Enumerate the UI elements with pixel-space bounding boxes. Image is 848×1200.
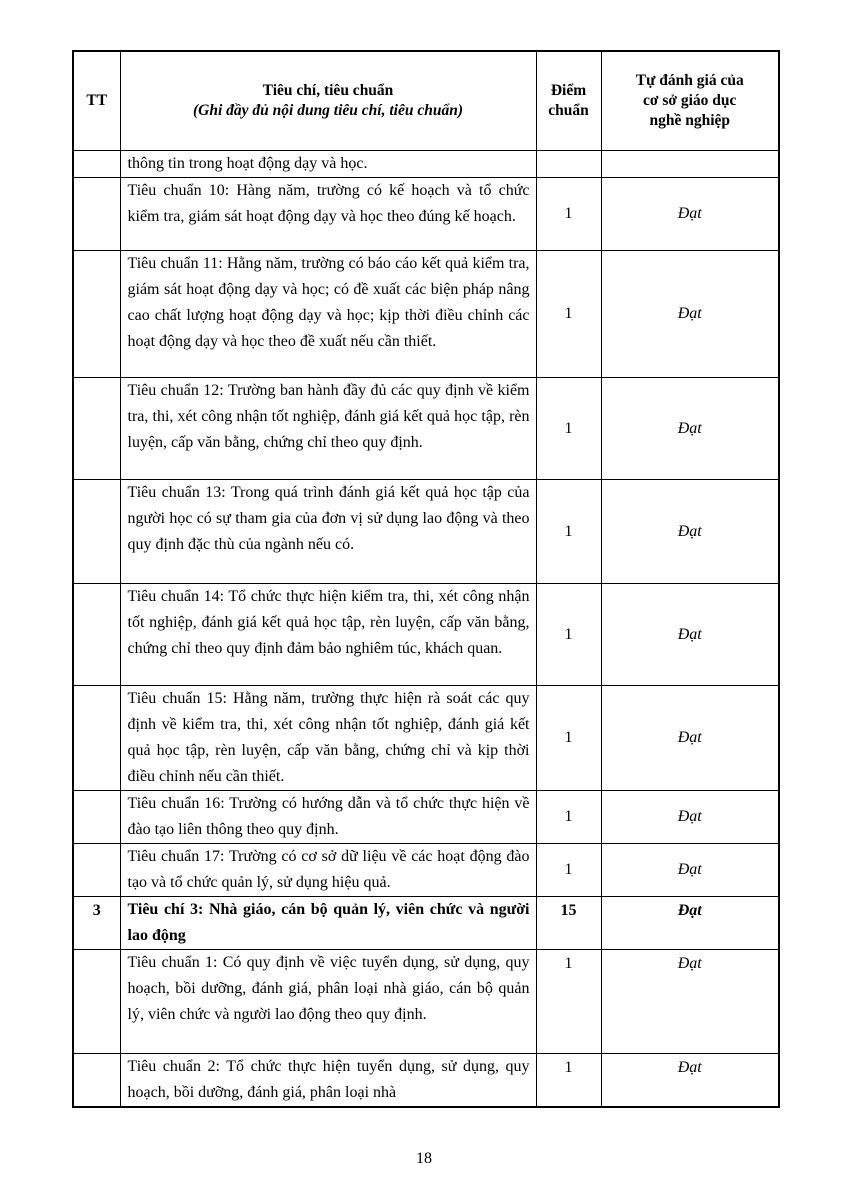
row-tt [73, 950, 120, 1054]
table-row [73, 378, 779, 480]
row-criteria-text: thông tin trong hoạt động dạy và học. [120, 151, 536, 178]
row-evaluation: Đạt [601, 251, 779, 378]
row-criteria-text: Tiêu chuẩn 14: Tổ chức thực hiện kiểm tra, thi, xét công nhận tốt nghiệp, đánh giá kết quả học tập, rèn luyện, cấp văn bằng, chứng chỉ theo quy định đảm bảo nghiêm túc, khách quan. [120, 584, 536, 686]
row-points: 1 [536, 791, 601, 844]
row-evaluation: Đạt [601, 178, 779, 251]
row-criteria-text: Tiêu chuẩn 2: Tổ chức thực hiện tuyển dụng, sử dụng, quy hoạch, bồi dưỡng, đánh giá, phân loại nhà [120, 1054, 536, 1108]
row-tt [73, 686, 120, 791]
row-evaluation: Đạt [601, 844, 779, 897]
row-criteria-text: Tiêu chuẩn 11: Hằng năm, trường có báo cáo kết quả kiểm tra, giám sát hoạt động dạy và học; có đề xuất các biện pháp nâng cao chất lượng hoạt động dạy và học; kịp thời điều chỉnh các hoạt động dạy và học theo đề xuất nếu cần thiết. [120, 251, 536, 378]
header-tt: TT [73, 51, 120, 151]
row-evaluation: Đạt [601, 584, 779, 686]
row-points: 1 [536, 378, 601, 480]
header-criteria [120, 51, 536, 151]
row-evaluation: Đạt [601, 1054, 779, 1108]
row-tt [73, 1054, 120, 1108]
row-tt [73, 791, 120, 844]
row-criteria-text: Tiêu chuẩn 1: Có quy định về việc tuyển dụng, sử dụng, quy hoạch, bồi dưỡng, đánh giá, phân loại nhà giáo, cán bộ quản lý, viên chức và người lao động theo quy định. [120, 950, 536, 1054]
table-row [73, 178, 779, 251]
row-criteria-text: Tiêu chuẩn 16: Trường có hướng dẫn và tổ chức thực hiện về đào tạo liên thông theo quy định. [120, 791, 536, 844]
row-evaluation: Đạt [601, 791, 779, 844]
row-evaluation: Đạt [601, 950, 779, 1054]
row-points: 1 [536, 584, 601, 686]
header-points [536, 51, 601, 151]
table-row [73, 251, 779, 378]
row-tt [73, 480, 120, 584]
row-evaluation [601, 151, 779, 178]
header-criteria-title: Tiêu chí, tiêu chuẩn [262, 82, 394, 99]
table-row [73, 1054, 779, 1108]
row-criteria-text: Tiêu chuẩn 12: Trường ban hành đầy đủ các quy định về kiểm tra, thi, xét công nhận tốt nghiệp, đánh giá kết quả học tập, rèn luyện, cấp văn bằng, chứng chỉ theo quy định. [120, 378, 536, 480]
row-evaluation: Đạt [601, 686, 779, 791]
row-points: 1 [536, 251, 601, 378]
row-points: 1 [536, 844, 601, 897]
row-points: 1 [536, 178, 601, 251]
row-evaluation: Đạt [601, 378, 779, 480]
table-row [73, 151, 779, 178]
row-tt [73, 584, 120, 686]
header-self-line2: cơ sở giáo dục [643, 92, 737, 109]
row-criteria-text: Tiêu chí 3: Nhà giáo, cán bộ quản lý, viên chức và người lao động [120, 897, 536, 950]
row-criteria-text: Tiêu chuẩn 17: Trường có cơ sở dữ liệu về các hoạt động đào tạo và tổ chức quản lý, sử dụng hiệu quả. [120, 844, 536, 897]
row-tt [73, 378, 120, 480]
table-row [73, 950, 779, 1054]
row-criteria-text: Tiêu chuẩn 13: Trong quá trình đánh giá kết quả học tập của người học có sự tham gia của đơn vị sử dụng lao động và theo quy định đặc thù của ngành nếu có. [120, 480, 536, 584]
table-row [73, 480, 779, 584]
row-points: 15 [536, 897, 601, 950]
row-points: 1 [536, 686, 601, 791]
header-self-line3: nghề nghiệp [649, 112, 731, 129]
row-points: 1 [536, 480, 601, 584]
row-evaluation: Đạt [601, 480, 779, 584]
row-tt: 3 [73, 897, 120, 950]
table-row [73, 844, 779, 897]
page-number: 18 [416, 1150, 432, 1167]
header-self-line1: Tự đánh giá của [635, 72, 744, 89]
header-criteria-note: (Ghi đầy đủ nội dung tiêu chí, tiêu chuẩn) [192, 102, 463, 119]
header-points-line1: Điểm [550, 82, 587, 99]
table-row [73, 686, 779, 791]
table-header-row [73, 51, 779, 151]
row-evaluation: Đạt [601, 897, 779, 950]
evaluation-table [72, 50, 780, 1108]
row-tt [73, 844, 120, 897]
criterion-row [73, 897, 779, 950]
row-tt [73, 151, 120, 178]
table-row [73, 584, 779, 686]
row-criteria-text: Tiêu chuẩn 10: Hàng năm, trường có kế hoạch và tổ chức kiểm tra, giám sát hoạt động dạy và học theo đúng kế hoạch. [120, 178, 536, 251]
header-self-eval [601, 51, 779, 151]
row-criteria-text: Tiêu chuẩn 15: Hằng năm, trường thực hiện rà soát các quy định về kiểm tra, thi, xét công nhận tốt nghiệp, đánh giá kết quả học tập, rèn luyện, cấp văn bằng, chứng chỉ và kịp thời điều chỉnh nếu cần thiết. [120, 686, 536, 791]
row-tt [73, 178, 120, 251]
table-row [73, 791, 779, 844]
row-points: 1 [536, 950, 601, 1054]
row-points: 1 [536, 1054, 601, 1108]
row-tt [73, 251, 120, 378]
row-points [536, 151, 601, 178]
header-points-line2: chuẩn [548, 102, 589, 119]
